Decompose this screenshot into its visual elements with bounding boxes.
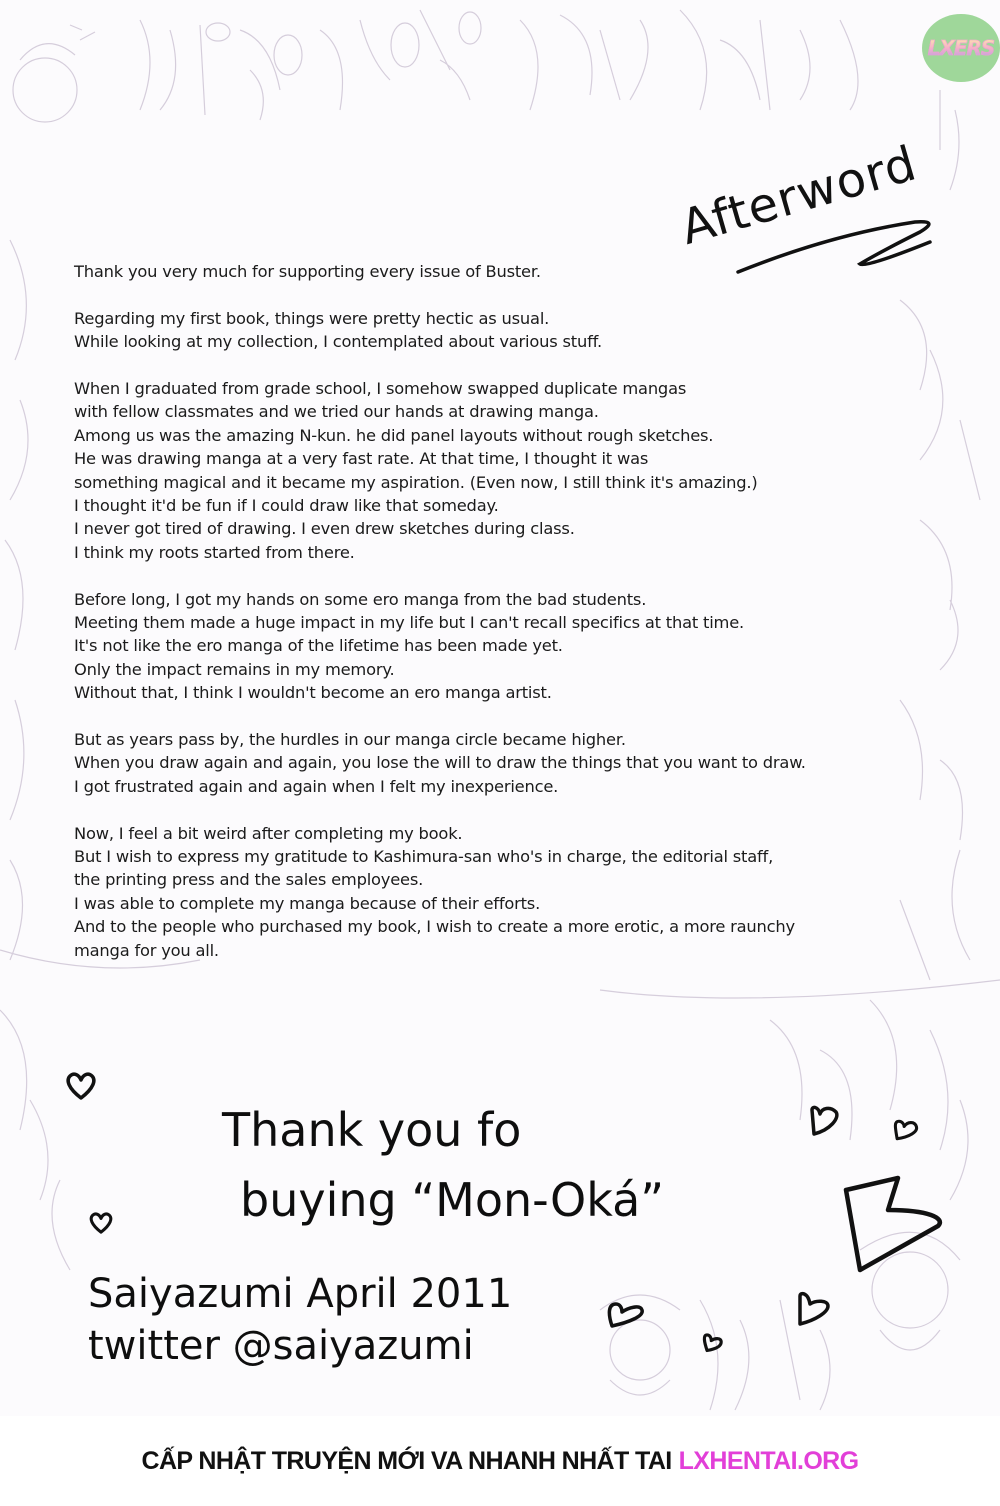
heart-icon <box>700 1330 724 1354</box>
closing-line: buying “Mon-Oká” <box>240 1173 665 1227</box>
text-line: I got frustrated again and again when I felt my inexperience. <box>74 776 559 796</box>
text-line: It's not like the ero manga of the lifetime has been made yet. <box>74 636 563 656</box>
closing-line: Thank you fo <box>222 1103 522 1157</box>
paragraph <box>74 588 934 705</box>
paragraph <box>74 728 934 798</box>
closing-message <box>222 1095 664 1235</box>
text-line: He was drawing manga at a very fast rate. At that time, I thought it was <box>74 449 649 469</box>
watermark-logo-text: LXERS <box>927 36 995 60</box>
text-line: with fellow classmates and we tried our hands at drawing manga. <box>74 402 599 422</box>
signature <box>88 1268 512 1372</box>
text-line: I thought it'd be fun if I could draw like that someday. <box>74 496 499 516</box>
author-date: Saiyazumi April 2011 <box>88 1271 513 1317</box>
text-line: Now, I feel a bit weird after completing my book. <box>74 823 463 843</box>
afterword-body <box>74 260 934 986</box>
text-line: Among us was the amazing N-kun. he did panel layouts without rough sketches. <box>74 425 714 445</box>
paragraph <box>74 377 934 564</box>
heart-icon <box>890 1116 920 1144</box>
text-line: something magical and it became my aspiration. (Even now, I still think it's amazing.) <box>74 472 758 492</box>
paragraph <box>74 260 934 283</box>
heart-icon <box>88 1210 114 1236</box>
paragraph <box>74 307 934 354</box>
watermark-logo <box>922 14 1000 82</box>
promo-site-link[interactable]: LXHENTAI.ORG <box>678 1446 859 1475</box>
text-line: While looking at my collection, I contemplated about various stuff. <box>74 332 602 352</box>
text-line: I was able to complete my manga because of their efforts. <box>74 893 541 913</box>
text-line: Meeting them made a huge impact in my life but I can't recall specifics at that time. <box>74 613 745 633</box>
text-line: When you draw again and again, you lose the will to draw the things that you want to draw. <box>74 753 806 773</box>
text-line: the printing press and the sales employees. <box>74 870 424 890</box>
heart-icon <box>808 1104 842 1140</box>
text-line: Without that, I think I wouldn't become an ero manga artist. <box>74 683 552 703</box>
text-line: manga for you all. <box>74 940 219 960</box>
afterword-heading <box>674 135 970 280</box>
text-line: I think my roots started from there. <box>74 542 355 562</box>
text-line: But I wish to express my gratitude to Kashimura-san who's in charge, the editorial staff, <box>74 847 774 867</box>
text-line: Regarding my first book, things were pretty hectic as usual. <box>74 308 550 328</box>
promo-banner <box>0 1416 1000 1506</box>
big-heart-icon <box>838 1170 950 1280</box>
paragraph <box>74 822 934 962</box>
text-line: Only the impact remains in my memory. <box>74 659 395 679</box>
text-line: But as years pass by, the hurdles in our manga circle became higher. <box>74 730 626 750</box>
text-line: And to the people who purchased my book, I wish to create a more erotic, a more raunchy <box>74 917 795 937</box>
text-line: Before long, I got my hands on some ero manga from the bad students. <box>74 589 647 609</box>
heart-icon <box>64 1070 98 1102</box>
text-line: When I graduated from grade school, I somehow swapped duplicate mangas <box>74 379 687 398</box>
author-twitter: twitter @saiyazumi <box>88 1323 474 1369</box>
text-line: I never got tired of drawing. I even drew sketches during class. <box>74 519 575 539</box>
heart-icon <box>794 1290 834 1330</box>
page-title: Afterword <box>674 135 923 256</box>
promo-text: CẤP NHẬT TRUYỆN MỚI VA NHANH NHẤT TAI <box>141 1446 672 1475</box>
text-line: Thank you very much for supporting every issue of Buster. <box>74 262 541 281</box>
heart-icon <box>606 1300 644 1330</box>
